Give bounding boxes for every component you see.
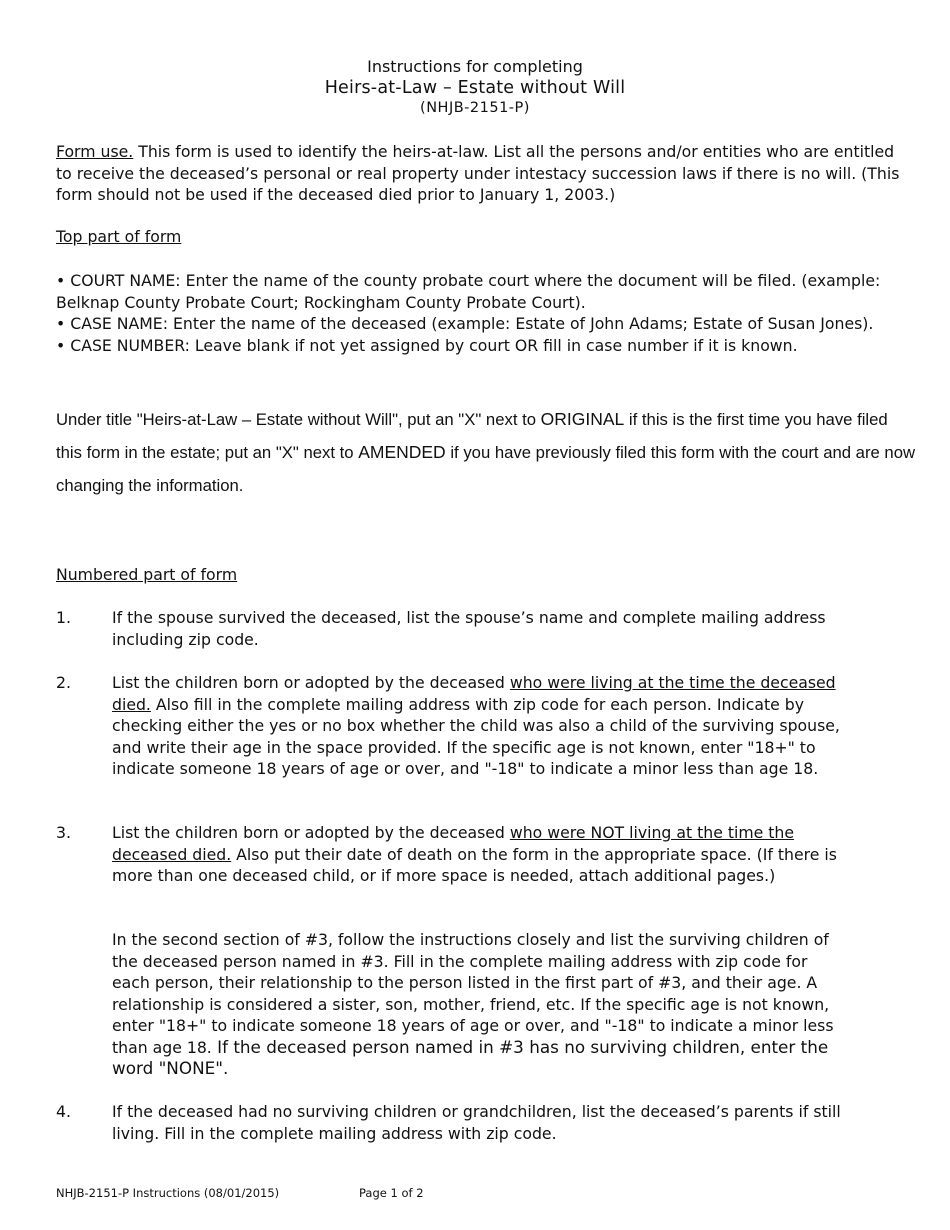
bullet-case-name [56, 313, 906, 335]
item-text-part: Also fill in the complete mailing address with zip code for each person. Indicate by checking either the yes or no box whether the child was also a child of the surviving spouse, and write their age in the space provided. If the specific age is not known, enter "18+" to indicate someone 18 years of age or over, and "-18" to indicate a minor less than age 18. [112, 694, 840, 778]
bullet-text: Leave blank if not yet assigned by court OR fill in case number if it is known. [189, 335, 798, 355]
item-text-emphasis: If the deceased person named in #3 has no surviving children, enter the word "NONE". [112, 1036, 829, 1078]
amended-keyword: AMENDED [358, 442, 446, 462]
item-text [112, 929, 842, 1080]
bullet-court-name [56, 270, 906, 313]
form-use-paragraph [56, 141, 906, 206]
footer-page-number: Page 1 of 2 [359, 1186, 424, 1200]
item-text [112, 822, 842, 887]
title-para-text-3: if you have previously filed this form with the court and are now changing the information. [56, 443, 916, 495]
item-number: 2. [56, 673, 71, 692]
numbered-part-heading: Numbered part of form [56, 565, 238, 584]
form-number: (NHJB-2151-P) [420, 100, 530, 116]
item-text-part: In the second section of #3, follow the instructions closely and list the surviving children of the deceased person named in #3. Fill in the complete mailing address with zip code for each person, their relationship to the person listed in the first part of #3, and their age. A relationship is considered a sister, son, mother, friend, etc. If the specific age is not known, enter "18+" to indicate someone 18 years of age or over, and "-18" to indicate a minor less than age 18. [112, 930, 834, 1057]
item-underlined-text: who were living at the time the deceased died. [112, 673, 836, 714]
bullet-label: CASE NUMBER: [70, 335, 190, 355]
item-text: If the deceased had no surviving children or grandchildren, list the deceased’s parents if still living. Fill in the complete mailing address with zip code. [112, 1102, 841, 1143]
title-instructions-paragraph [56, 403, 916, 502]
bullet-case-number [56, 335, 906, 357]
item-3-paragraph-2 [112, 929, 842, 1080]
original-keyword: ORIGINAL [540, 409, 625, 429]
bullet-icon: • [56, 335, 66, 355]
bullet-text: Enter the name of the deceased (example: Estate of John Adams; Estate of Susan Jones). [168, 314, 874, 333]
form-use-label: Form use. [56, 142, 134, 161]
document-title: Heirs-at-Law – Estate without Will [324, 78, 626, 98]
bullet-icon: • [56, 271, 66, 290]
title-para-text-1: Under title "Heirs-at-Law – Estate without Will", put an "X" next to [56, 410, 541, 429]
form-use-text: This form is used to identify the heirs-at-law. List all the persons and/or entities who are entitled to receive the deceased’s personal or real property under intestacy succession laws if there is no will. (This form should not be used if the deceased died prior to January 1, 2003.) [56, 142, 900, 204]
item-number: 4. [56, 1102, 71, 1121]
item-underlined-text: who were NOT living at the time the deceased died. [112, 823, 795, 864]
item-number: 1. [56, 608, 71, 627]
header-line-1: Instructions for completing [367, 57, 583, 76]
bullet-label: COURT NAME: [70, 271, 181, 290]
top-part-bullets [56, 270, 906, 356]
item-text-part: Also put their date of death on the form in the appropriate space. (If there is more than one deceased child, or if more space is needed, attach additional pages.) [112, 844, 837, 885]
item-text-part: List the children born or adopted by the deceased [112, 673, 510, 692]
bullet-text: Enter the name of the county probate court where the document will be filed. (example: Belknap County Probate Court; Rockingham County Probate Court). [56, 271, 881, 312]
title-para-text-2: if this is the first time you have filed this form in the estate; put an "X" next to [56, 410, 888, 462]
bullet-icon: • [56, 314, 66, 333]
item-text: If the spouse survived the deceased, list the spouse’s name and complete mailing address including zip code. [112, 608, 826, 649]
top-part-heading: Top part of form [56, 227, 182, 246]
bullet-label: CASE NAME: [70, 314, 169, 333]
footer-form-id: NHJB-2151-P Instructions (08/01/2015) [56, 1186, 280, 1200]
item-text [112, 672, 842, 780]
item-text-part: List the children born or adopted by the deceased [112, 823, 510, 842]
item-number: 3. [56, 823, 71, 842]
item-3-paragraph-1 [112, 822, 842, 887]
